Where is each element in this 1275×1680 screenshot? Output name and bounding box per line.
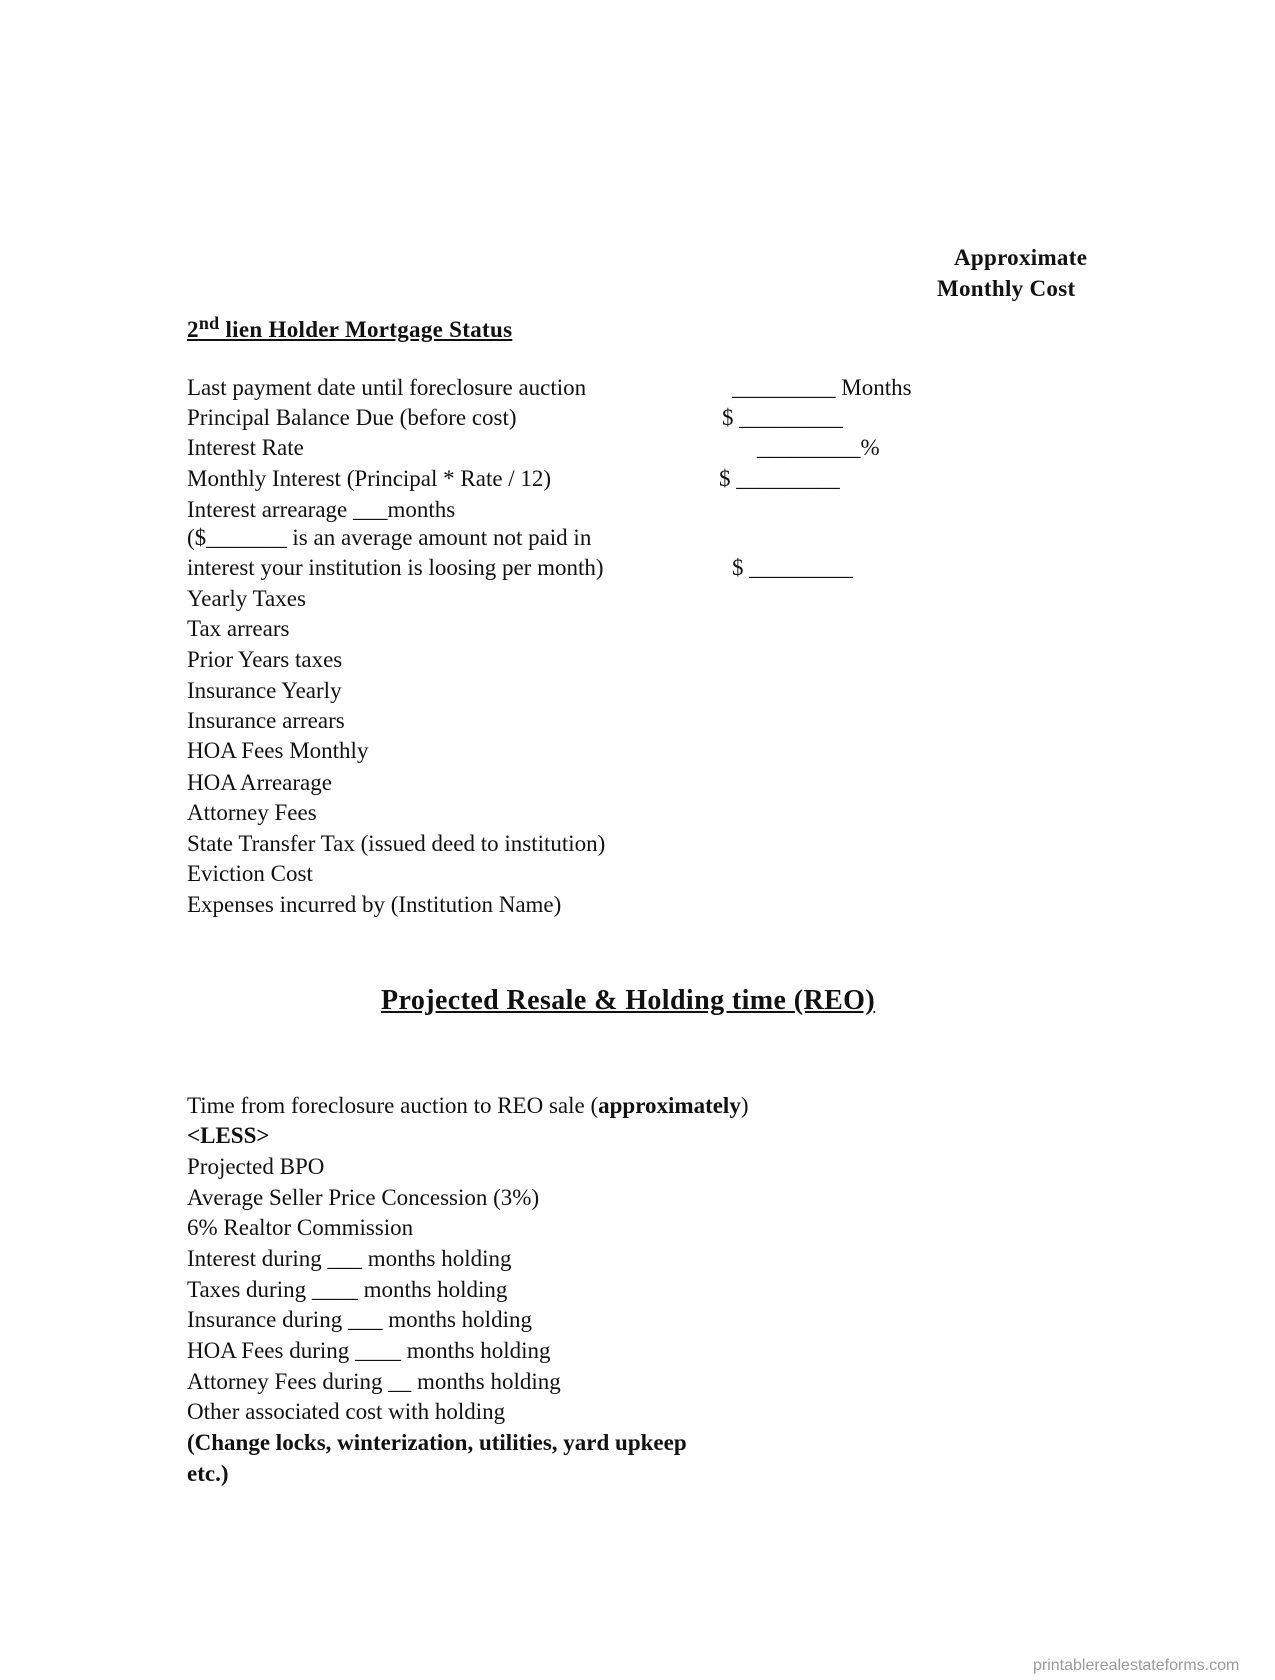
field-monthly-interest[interactable]: $ _________ <box>719 466 840 491</box>
row-tax-arrears: Tax arrears <box>187 616 290 641</box>
header-monthly-cost: Monthly Cost <box>937 276 1076 301</box>
row-last-payment-date: Last payment date until foreclosure auction <box>187 375 587 400</box>
row-expenses-incurred: Expenses incurred by (Institution Name) <box>187 892 562 917</box>
row-hoa-arrearage: HOA Arrearage <box>187 770 332 795</box>
row-projected-bpo: Projected BPO <box>187 1154 325 1179</box>
row-yearly-taxes: Yearly Taxes <box>187 586 306 611</box>
title-number: 2 <box>187 317 199 342</box>
row-realtor-commission: 6% Realtor Commission <box>187 1215 414 1240</box>
row-time-to-reo-sale <box>187 1094 749 1117</box>
title-superscript: nd <box>198 313 220 333</box>
holding-cost-note-2: etc.) <box>187 1461 229 1486</box>
section-title-projected-resale: Projected Resale & Holding time (REO) <box>381 985 876 1016</box>
row-prior-years-taxes: Prior Years taxes <box>187 647 343 672</box>
time-to-reo-text: Time from foreclosure auction to REO sale ( <box>187 1093 599 1118</box>
field-principal-balance[interactable]: $ _________ <box>722 405 843 430</box>
section-title-lien-status <box>187 313 512 343</box>
holding-cost-note-1: (Change locks, winterization, utilities, yard upkeep <box>187 1430 687 1455</box>
header-approximate: Approximate <box>954 245 1088 270</box>
row-other-holding-cost: Other associated cost with holding <box>187 1399 506 1424</box>
row-insurance-yearly: Insurance Yearly <box>187 678 342 703</box>
row-seller-concession: Average Seller Price Concession (3%) <box>187 1185 540 1210</box>
time-to-reo-end: ) <box>740 1093 749 1118</box>
row-interest-during-holding: Interest during ___ months holding <box>187 1246 512 1271</box>
row-interest-rate: Interest Rate <box>187 435 304 460</box>
footer-site-watermark: printablerealestateforms.com <box>1033 1657 1240 1674</box>
row-arrearage-note-1: ($_______ is an average amount not paid in <box>187 525 592 550</box>
row-eviction-cost: Eviction Cost <box>187 861 313 886</box>
row-arrearage-note-2: interest your institution is loosing per month) <box>187 555 604 580</box>
row-hoa-during-holding: HOA Fees during ____ months holding <box>187 1338 551 1363</box>
row-hoa-fees-monthly: HOA Fees Monthly <box>187 738 369 763</box>
less-label: <LESS> <box>187 1123 270 1148</box>
row-monthly-interest: Monthly Interest (Principal * Rate / 12) <box>187 466 552 491</box>
title-text: lien Holder Mortgage Status <box>219 317 513 342</box>
row-attorney-during-holding: Attorney Fees during __ months holding <box>187 1369 561 1394</box>
field-interest-rate[interactable]: _________% <box>757 435 880 460</box>
field-interest-loss[interactable]: $ _________ <box>732 555 853 580</box>
row-state-transfer-tax: State Transfer Tax (issued deed to institution) <box>187 831 606 856</box>
row-attorney-fees: Attorney Fees <box>187 800 317 825</box>
row-interest-arrearage: Interest arrearage ___months <box>187 497 456 522</box>
row-insurance-during-holding: Insurance during ___ months holding <box>187 1307 532 1332</box>
row-taxes-during-holding: Taxes during ____ months holding <box>187 1277 508 1302</box>
field-months[interactable]: _________ Months <box>732 375 912 400</box>
approximately-label: approximately <box>598 1093 741 1118</box>
row-principal-balance: Principal Balance Due (before cost) <box>187 405 517 430</box>
row-insurance-arrears: Insurance arrears <box>187 708 345 733</box>
